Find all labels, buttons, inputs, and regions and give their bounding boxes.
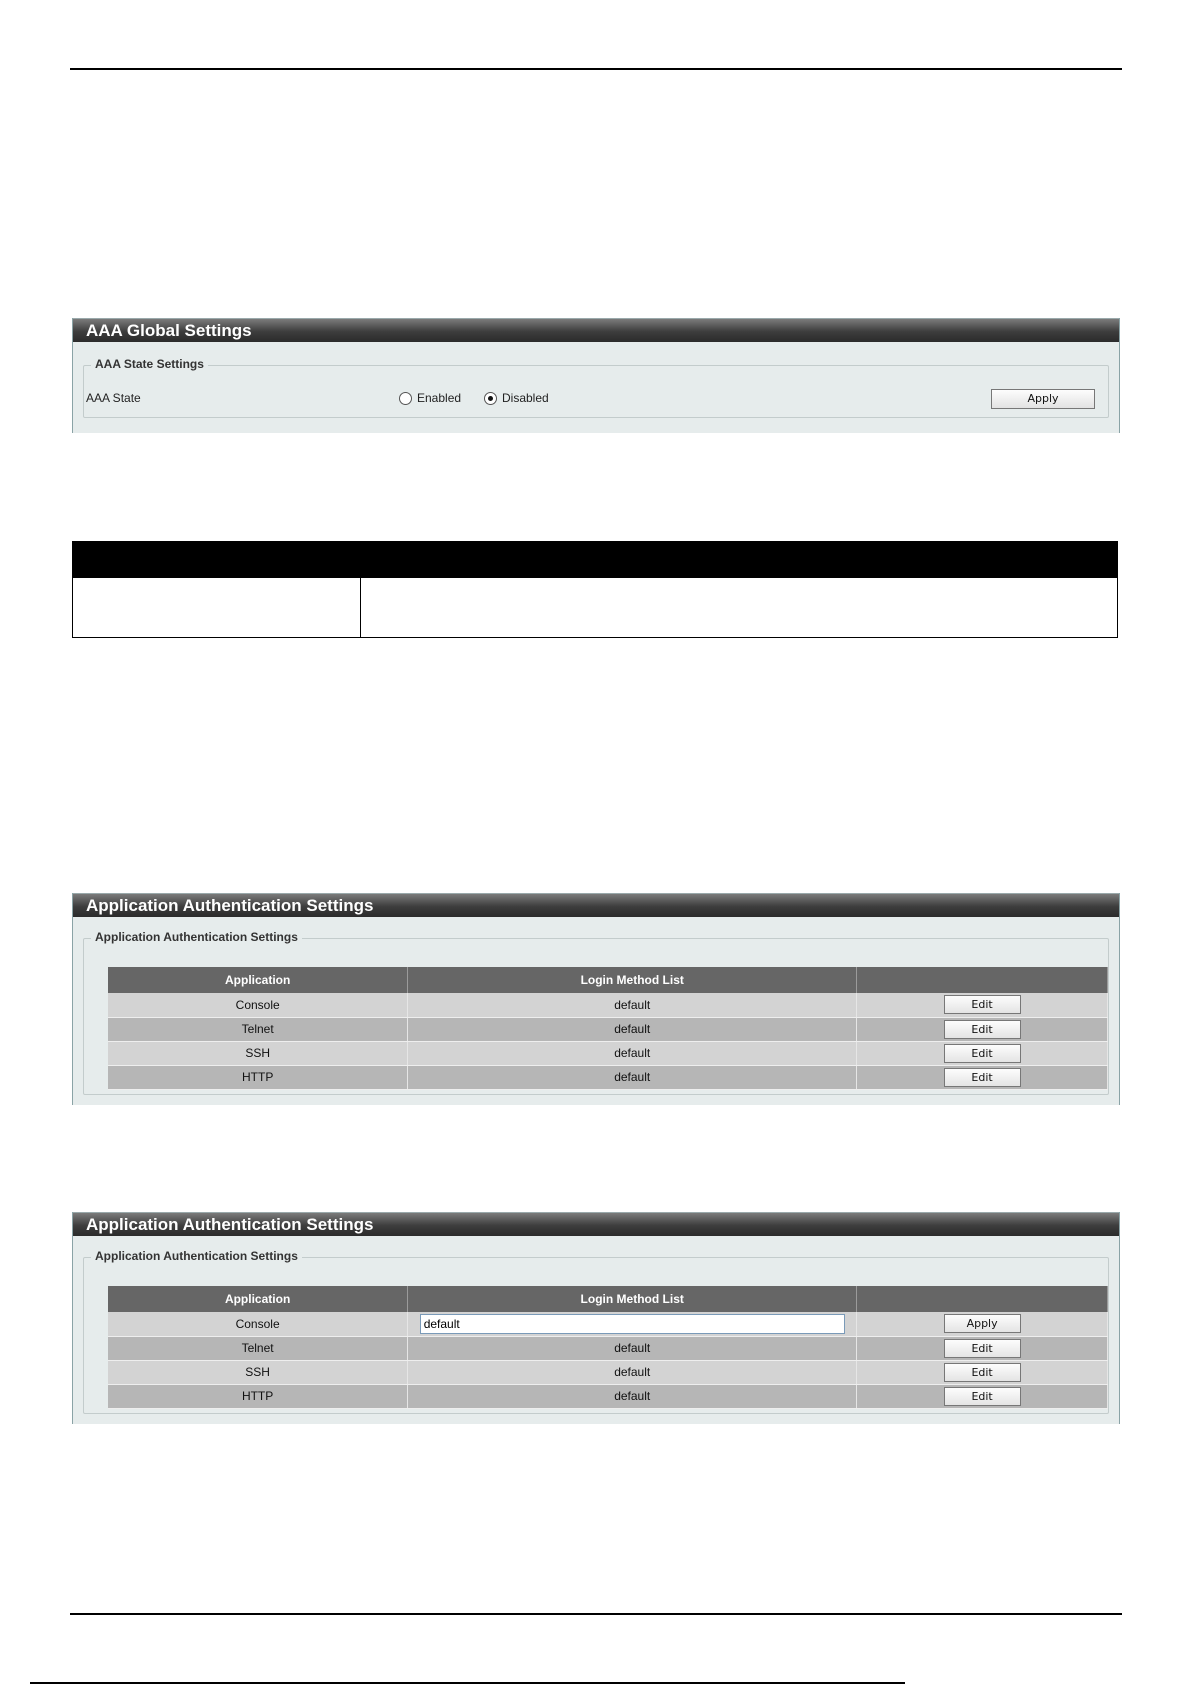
application-cell: Console xyxy=(108,1312,408,1336)
login-method-list-input[interactable] xyxy=(420,1314,845,1334)
application-cell: Telnet xyxy=(108,1336,408,1360)
application-cell: HTTP xyxy=(108,1384,408,1408)
action-cell xyxy=(857,993,1108,1017)
app-auth-settings-group xyxy=(83,930,1109,1095)
col-application: Application xyxy=(108,967,408,993)
parameter-table xyxy=(72,541,1118,638)
panel-title: Application Authentication Settings xyxy=(73,893,1119,917)
aaa-global-settings-panel xyxy=(72,318,1120,433)
footer-rule xyxy=(70,1613,1122,1615)
edit-button[interactable]: Edit xyxy=(944,1387,1021,1406)
col-login-method-list: Login Method List xyxy=(408,1286,857,1312)
table-row xyxy=(108,1312,1108,1336)
header-rule xyxy=(70,68,1122,70)
aaa-state-label: AAA State xyxy=(86,391,141,405)
app-auth-settings-panel xyxy=(72,893,1120,1105)
method-cell: default xyxy=(408,1065,857,1089)
col-login-method-list: Login Method List xyxy=(408,967,857,993)
edit-button[interactable]: Edit xyxy=(944,1068,1021,1087)
action-cell xyxy=(857,1312,1108,1336)
panel-title: Application Authentication Settings xyxy=(73,1212,1119,1236)
group-legend: Application Authentication Settings xyxy=(91,930,302,944)
table-row xyxy=(108,1041,1108,1065)
edit-button[interactable]: Edit xyxy=(944,1363,1021,1382)
action-cell xyxy=(857,1065,1108,1089)
app-auth-settings-group xyxy=(83,1249,1109,1414)
table-row xyxy=(108,1065,1108,1089)
application-cell: Telnet xyxy=(108,1017,408,1041)
method-cell: default xyxy=(408,1384,857,1408)
col-application: Application xyxy=(108,1286,408,1312)
col-action xyxy=(857,1286,1108,1312)
action-cell xyxy=(857,1360,1108,1384)
disabled-label: Disabled xyxy=(502,391,549,405)
table-row xyxy=(108,1360,1108,1384)
parameter-table-row xyxy=(72,578,1118,638)
app-auth-table xyxy=(108,967,1108,1090)
panel-title: AAA Global Settings xyxy=(73,318,1119,342)
parameter-table-header xyxy=(72,541,1118,578)
apply-button[interactable]: Apply xyxy=(944,1314,1021,1333)
action-cell xyxy=(857,1384,1108,1408)
edit-button[interactable]: Edit xyxy=(944,1020,1021,1039)
app-auth-settings-edit-panel xyxy=(72,1212,1120,1424)
application-cell: SSH xyxy=(108,1041,408,1065)
enabled-radio[interactable] xyxy=(399,392,412,405)
group-legend: AAA State Settings xyxy=(91,357,208,371)
application-cell: HTTP xyxy=(108,1065,408,1089)
edit-button[interactable]: Edit xyxy=(944,995,1021,1014)
edit-button[interactable]: Edit xyxy=(944,1339,1021,1358)
column-divider xyxy=(360,578,361,637)
method-cell: default xyxy=(408,1017,857,1041)
table-row xyxy=(108,1017,1108,1041)
table-row xyxy=(108,993,1108,1017)
edit-button[interactable]: Edit xyxy=(944,1044,1021,1063)
action-cell xyxy=(857,1336,1108,1360)
apply-button[interactable]: Apply xyxy=(991,389,1095,409)
table-row xyxy=(108,1336,1108,1360)
method-cell: default xyxy=(408,1336,857,1360)
action-cell xyxy=(857,1041,1108,1065)
method-cell: default xyxy=(408,1360,857,1384)
method-cell: default xyxy=(408,1041,857,1065)
application-cell: SSH xyxy=(108,1360,408,1384)
app-auth-table xyxy=(108,1286,1108,1409)
aaa-state-settings-group xyxy=(83,357,1109,418)
application-cell: Console xyxy=(108,993,408,1017)
group-legend: Application Authentication Settings xyxy=(91,1249,302,1263)
enabled-label: Enabled xyxy=(417,391,462,405)
table-row xyxy=(108,1384,1108,1408)
method-cell: default xyxy=(408,993,857,1017)
action-cell xyxy=(857,1017,1108,1041)
col-action xyxy=(857,967,1108,993)
disabled-radio[interactable] xyxy=(484,392,497,405)
method-cell xyxy=(408,1312,857,1336)
